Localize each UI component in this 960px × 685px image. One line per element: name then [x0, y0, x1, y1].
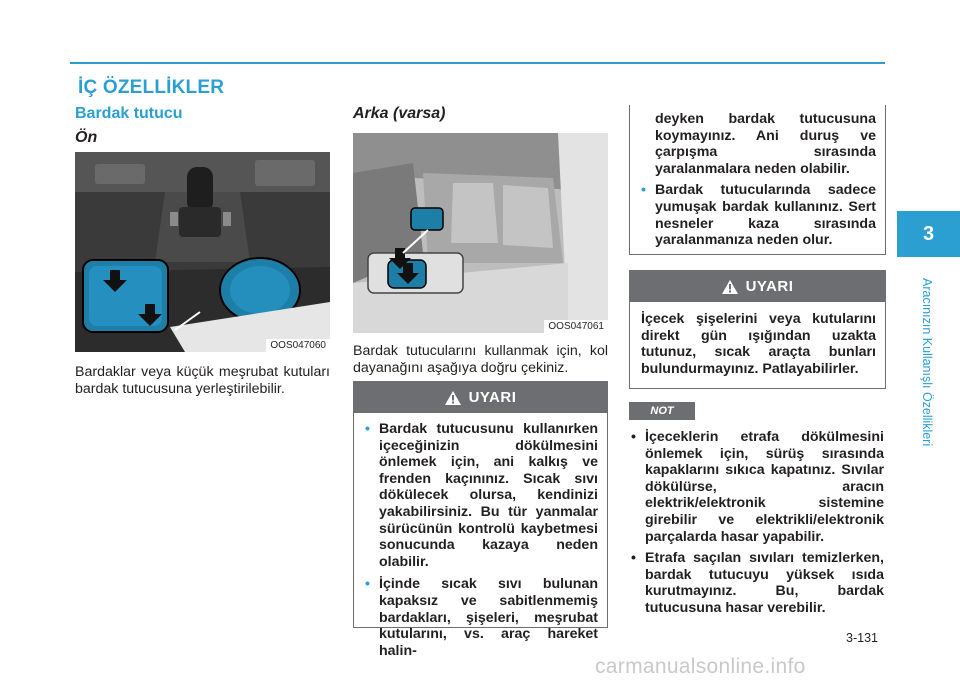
- warning-icon: [445, 391, 461, 405]
- rear-subheading: Arka (varsa): [353, 105, 446, 122]
- bullet-icon: •: [365, 421, 370, 437]
- bullet-icon: •: [641, 182, 646, 199]
- list-item: [641, 182, 876, 248]
- warning-title-1: UYARI: [468, 389, 517, 406]
- list-item: [365, 421, 598, 570]
- front-figure-code: OOS047060: [266, 339, 330, 352]
- section-title: İÇ ÖZELLİKLER: [78, 77, 225, 98]
- warning-item-text: Bardak tutucusunu kullanırken içeceğinizin dökülmesini önlemek için, ani kalkış ve frenden kaçınınız. Sıcak sıvı dökülecek olursa, kendinizi yakabilirsiniz. Bu tür yanmalar sürücünün kontrolü kaybetmesi sonucunda kazaya neden olabilir.: [379, 421, 598, 570]
- top-rule: [70, 62, 885, 64]
- bullet-icon: •: [631, 429, 636, 445]
- rear-body-text: Bardak tutucularını kullanmak için, kol dayanağını aşağıya doğru çekiniz.: [353, 343, 608, 376]
- chapter-title: Aracınızın Kullanışlı Özellikleri: [920, 278, 934, 447]
- list-item: [365, 576, 598, 659]
- warning-box-1: [353, 381, 608, 659]
- note-tag: NOT: [629, 402, 695, 420]
- warning-header-1: [354, 382, 607, 413]
- page-number: 3-131: [846, 631, 878, 645]
- list-item: [641, 111, 876, 177]
- cup-holder-heading: Bardak tutucu: [75, 105, 183, 122]
- list-item: [631, 550, 884, 616]
- front-console-illustration: [75, 152, 330, 352]
- warning-header-2: [630, 271, 885, 302]
- warning-item-text: İçinde sıcak sıvı bulunan kapaksız ve sabitlenmemiş bardakları, şişeleri, meşrubat kutularını, vs. araç hareket halin-: [379, 576, 598, 659]
- note-body: [631, 429, 884, 623]
- warning-box-continued: [629, 105, 886, 255]
- rear-figure-code: OOS047061: [544, 320, 608, 333]
- note-item-text: İçeceklerin etrafa dökülmesini önlemek için, sürüş sırasında kapaklarını sıkıca kapatınız. Sıvılar dökülürse, aracın elektrik/elektronik sistemine girebilir ve elektrikli/elektronik parçalarda hasar yapabilir.: [645, 429, 884, 545]
- bullet-icon: •: [365, 576, 370, 593]
- warning-continuation-text: deyken bardak tutucusuna koymayınız. Ani duruş ve çarpışma sırasında yaralanmalara neden olabilir.: [655, 111, 876, 177]
- watermark: carmanualsonline.info: [595, 655, 806, 678]
- front-subheading: Ön: [75, 129, 98, 146]
- warning-box-2: [629, 270, 886, 389]
- front-cup-holder-photo: [75, 152, 330, 352]
- warning-body-2: İçecek şişelerini veya kutularını direkt gün ışığından uzakta tutunuz, sıcak araçta bunları bulundurmayınız. Patlayabilirler.: [641, 311, 876, 377]
- warning-icon: [722, 280, 738, 294]
- warning-title-2: UYARI: [745, 278, 794, 295]
- front-body-text: Bardaklar veya küçük meşrubat kutuları bardak tutucusuna yerleştirilebilir.: [75, 364, 330, 397]
- warning-continued-body: [630, 105, 885, 249]
- warning-item-text: Bardak tutucularında sadece yumuşak bardak kullanınız. Sert nesneler kaza sırasında yaralanmanıza neden olur.: [655, 182, 876, 249]
- warning-body-1: [354, 413, 607, 659]
- note-item-text: Etrafa saçılan sıvıları temizlerken, bardak tutucuyu yüksek ısıda kurutmayınız. Bu, bardak tutucusuna hasar verebilir.: [645, 550, 884, 616]
- rear-cup-holder-photo: [353, 133, 608, 333]
- rear-seat-illustration: [353, 133, 608, 333]
- list-item: [631, 429, 884, 545]
- chapter-tab: 3: [897, 211, 960, 257]
- bullet-icon: •: [631, 550, 636, 567]
